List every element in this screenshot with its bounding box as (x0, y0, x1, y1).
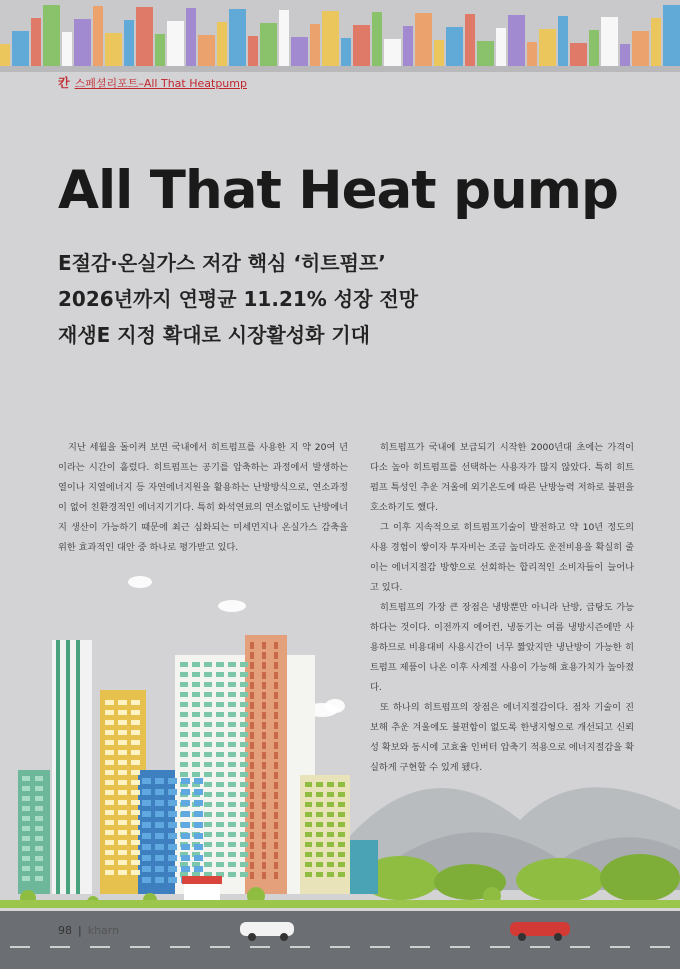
right-paragraph-1: 히트펌프가 국내에 보급되기 시작한 2000년대 초에는 가격이 다소 높아 히트펌프를 선택하는 사용자가 많지 않았다. 특히 히트펌프 특성인 추운 겨울에 외기온도에 따른 난방능력 저하로 불편을 호소하기도 했다. (370, 442, 634, 513)
left-paragraph-1: 지난 세월을 돌이켜 보면 국내에서 히트펌프를 사용한 지 약 20여 년이라는 시간이 흘렀다. 히트펌프는 공기를 압축하는 과정에서 발생하는 열이나 지열에너지 등 자연에너지원을 활용하는 난방방식으로, 연소과정이 없어 친환경적인 에너지기기다. 특히 화석연료의 연소없이도 난방에너지 생산이 가능하기 때문에 최근 심화되는 미세먼지나 온실가스 감축을 위한 효과적인 대안 중 하나로 평가받고 있다. (58, 442, 348, 553)
section-mark: 칸 (58, 76, 70, 90)
top-skyline-illustration (0, 0, 680, 72)
page-footer (58, 924, 119, 937)
footer-separator: | (78, 924, 82, 937)
article-title: All That Heat pump (58, 160, 618, 221)
right-paragraph-4: 또 하나의 히트펌프의 장점은 에너지절감이다. 점차 기술이 진보해 추운 겨울에도 불편함이 없도록 한냉지형으로 개선되고 신뢰성 확보와 동시에 고효율 인버터 압축기 적용으로 에너지절감을 확실하게 구현할 수 있게 됐다. (370, 702, 634, 773)
subtitle-2: 2026년까지 연평균 11.21% 성장 전망 (58, 287, 419, 311)
section-tag (58, 74, 247, 91)
page-number: 98 (58, 924, 72, 937)
article-subtitles (58, 245, 418, 353)
section-label: 스페셜리포트–All That Heatpump (74, 76, 247, 90)
magazine-brand: kharn (87, 924, 120, 937)
city-scene-illustration (0, 560, 680, 969)
subtitle-3: 재생E 지정 확대로 시장활성화 기대 (58, 323, 370, 347)
subtitle-1: E절감·온실가스 저감 핵심 ‘히트펌프’ (58, 251, 386, 275)
left-column (58, 438, 348, 558)
right-paragraph-2: 그 이후 지속적으로 히트펌프기술이 발전하고 약 10년 정도의 사용 경험이 쌓이자 투자비는 조금 높더라도 운전비용을 확실히 줄이는 에너지절감 방향으로 선회하는 합리적인 소비자들이 늘어나고 있다. (370, 522, 634, 593)
right-paragraph-3: 히트펌프의 가장 큰 장점은 냉방뿐만 아니라 난방, 급탕도 가능하다는 것이다. 이전까지 에어컨, 냉동기는 여름 냉방시즌에만 사용하므로 비용대비 사용시간이 너무 짧았지만 냉난방이 가능한 히트펌프 제품이 나온 이후 사계절 사용이 가능해 효용가치가 높아졌다. (370, 602, 634, 693)
